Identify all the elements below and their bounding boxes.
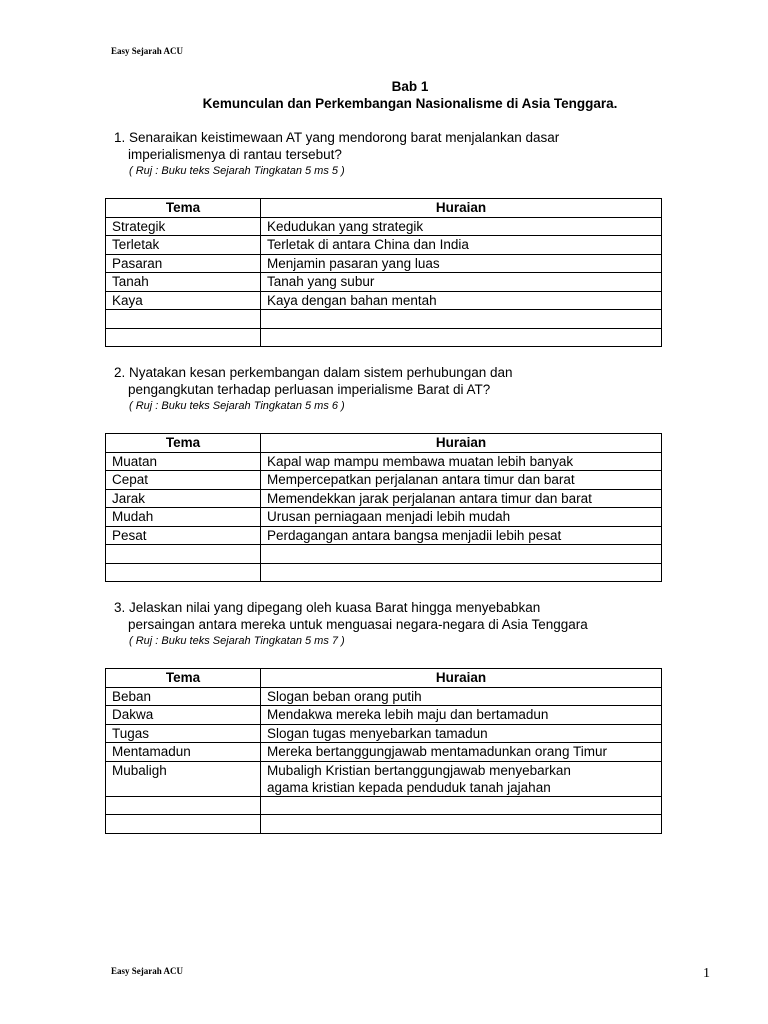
column-header-huraian: Huraian xyxy=(261,434,662,453)
empty-row xyxy=(106,310,662,329)
empty-row xyxy=(106,545,662,564)
table-header-row xyxy=(106,199,662,218)
table-row xyxy=(106,743,662,762)
chapter-title: Kemunculan dan Perkembangan Nasionalisme di Asia Tenggara. xyxy=(202,96,618,111)
tema-cell: Muatan xyxy=(106,452,261,471)
huraian-cell: Mempercepatkan perjalanan antara timur dan barat xyxy=(261,471,662,490)
table-row xyxy=(106,273,662,292)
table-row xyxy=(106,687,662,706)
table-row xyxy=(106,761,662,796)
question-1-line-2: imperialismenya di rantau tersebut? xyxy=(128,147,342,162)
question-3-line-1: 3. Jelaskan nilai yang dipegang oleh kuasa Barat hingga menyebabkan xyxy=(114,600,541,615)
empty-cell xyxy=(106,328,261,347)
answer-table-1 xyxy=(105,198,662,347)
empty-row xyxy=(106,796,662,815)
tema-cell: Beban xyxy=(106,687,261,706)
page-number: 1 xyxy=(703,966,710,981)
column-header-huraian: Huraian xyxy=(261,199,662,218)
table-row xyxy=(106,291,662,310)
tema-cell: Jarak xyxy=(106,489,261,508)
huraian-cell: Slogan tugas menyebarkan tamadun xyxy=(261,724,662,743)
table-row xyxy=(106,724,662,743)
table-row xyxy=(106,254,662,273)
question-1 xyxy=(114,129,559,163)
table-row xyxy=(106,452,662,471)
question-2-reference: ( Ruj : Buku teks Sejarah Tingkatan 5 ms 6 ) xyxy=(129,400,345,412)
huraian-cell xyxy=(261,761,662,796)
huraian-cell: Terletak di antara China dan India xyxy=(261,236,662,255)
question-2 xyxy=(114,364,513,398)
question-3-line-2: persaingan antara mereka untuk menguasai negara-negara di Asia Tenggara xyxy=(128,617,588,632)
page-header: Easy Sejarah ACU xyxy=(111,46,184,56)
empty-cell xyxy=(261,328,662,347)
table-row xyxy=(106,706,662,725)
tema-cell: Mudah xyxy=(106,508,261,527)
empty-row xyxy=(106,815,662,834)
huraian-cell: Memendekkan jarak perjalanan antara timur dan barat xyxy=(261,489,662,508)
huraian-line-1: Mubaligh Kristian bertanggungjawab menyebarkan xyxy=(267,762,571,778)
question-1-line-1: 1. Senaraikan keistimewaan AT yang mendorong barat menjalankan dasar xyxy=(114,130,560,145)
table-row xyxy=(106,471,662,490)
tema-cell: Mubaligh xyxy=(106,761,261,796)
question-2-line-1: 2. Nyatakan kesan perkembangan dalam sistem perhubungan dan xyxy=(114,365,513,380)
question-3-reference: ( Ruj : Buku teks Sejarah Tingkatan 5 ms 7 ) xyxy=(129,635,345,647)
tema-cell: Terletak xyxy=(106,236,261,255)
huraian-cell: Menjamin pasaran yang luas xyxy=(261,254,662,273)
huraian-cell: Slogan beban orang putih xyxy=(261,687,662,706)
column-header-tema: Tema xyxy=(106,199,261,218)
chapter-label: Bab 1 xyxy=(391,79,429,94)
empty-cell xyxy=(261,545,662,564)
answer-table-2 xyxy=(105,433,662,582)
table-row xyxy=(106,489,662,508)
huraian-line-2: agama kristian kepada penduduk tanah jajahan xyxy=(267,779,551,795)
huraian-cell: Tanah yang subur xyxy=(261,273,662,292)
empty-cell xyxy=(106,796,261,815)
tema-cell: Mentamadun xyxy=(106,743,261,762)
page-footer: Easy Sejarah ACU xyxy=(111,966,184,976)
question-2-line-2: pengangkutan terhadap perluasan imperialisme Barat di AT? xyxy=(128,382,491,397)
tema-cell: Kaya xyxy=(106,291,261,310)
tema-cell: Cepat xyxy=(106,471,261,490)
tema-cell: Pasaran xyxy=(106,254,261,273)
empty-cell xyxy=(106,563,261,582)
tema-cell: Strategik xyxy=(106,217,261,236)
huraian-cell: Kaya dengan bahan mentah xyxy=(261,291,662,310)
empty-row xyxy=(106,328,662,347)
empty-cell xyxy=(261,310,662,329)
huraian-cell: Urusan perniagaan menjadi lebih mudah xyxy=(261,508,662,527)
tema-cell: Tugas xyxy=(106,724,261,743)
empty-cell xyxy=(261,796,662,815)
question-1-reference: ( Ruj : Buku teks Sejarah Tingkatan 5 ms 5 ) xyxy=(129,165,345,177)
table-header-row xyxy=(106,669,662,688)
table-row xyxy=(106,508,662,527)
huraian-cell: Kedudukan yang strategik xyxy=(261,217,662,236)
huraian-cell: Mendakwa mereka lebih maju dan bertamadun xyxy=(261,706,662,725)
empty-cell xyxy=(106,545,261,564)
column-header-tema: Tema xyxy=(106,669,261,688)
empty-row xyxy=(106,563,662,582)
huraian-cell: Perdagangan antara bangsa menjadii lebih pesat xyxy=(261,526,662,545)
empty-cell xyxy=(106,310,261,329)
answer-table-3 xyxy=(105,668,662,834)
table-row xyxy=(106,217,662,236)
tema-cell: Tanah xyxy=(106,273,261,292)
column-header-tema: Tema xyxy=(106,434,261,453)
column-header-huraian: Huraian xyxy=(261,669,662,688)
huraian-cell: Kapal wap mampu membawa muatan lebih banyak xyxy=(261,452,662,471)
tema-cell: Dakwa xyxy=(106,706,261,725)
tema-cell: Pesat xyxy=(106,526,261,545)
huraian-cell: Mereka bertanggungjawab mentamadunkan orang Timur xyxy=(261,743,662,762)
question-3 xyxy=(114,599,588,633)
empty-cell xyxy=(261,815,662,834)
table-row xyxy=(106,526,662,545)
table-header-row xyxy=(106,434,662,453)
table-row xyxy=(106,236,662,255)
empty-cell xyxy=(106,815,261,834)
empty-cell xyxy=(261,563,662,582)
